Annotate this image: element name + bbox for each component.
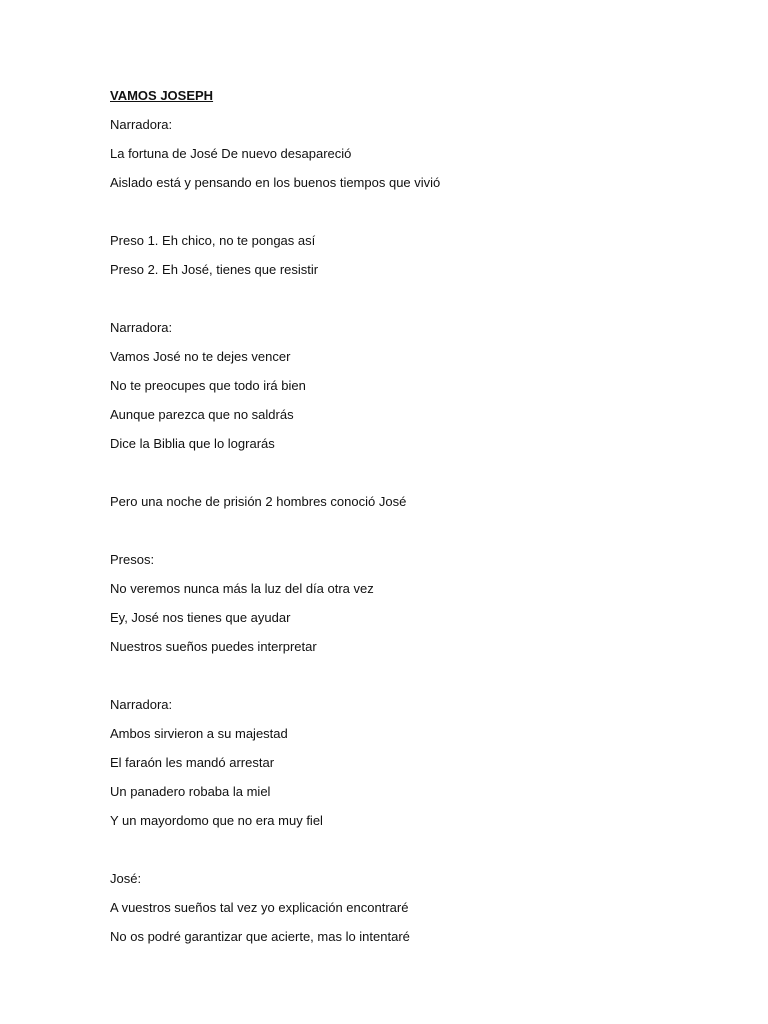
lyrics-body xyxy=(110,117,710,945)
stanza xyxy=(110,494,710,510)
lyric-line: No veremos nunca más la luz del día otra vez xyxy=(110,581,374,596)
lyric-line: El faraón les mandó arrestar xyxy=(110,755,275,770)
stanza xyxy=(110,233,710,278)
lyric-line: Aislado está y pensando en los buenos tiempos que vivió xyxy=(110,175,441,190)
stanza-gap xyxy=(110,668,710,697)
stanza xyxy=(110,117,710,191)
lyric-line: Un panadero robaba la miel xyxy=(110,784,271,799)
stanza xyxy=(110,871,710,945)
lyric-line: Preso 1. Eh chico, no te pongas así xyxy=(110,233,316,248)
lyric-line: Narradora: xyxy=(110,320,173,335)
stanza-gap xyxy=(110,842,710,871)
stanza xyxy=(110,552,710,655)
stanza-gap xyxy=(110,465,710,494)
lyric-line: Ambos sirvieron a su majestad xyxy=(110,726,288,741)
lyric-line: No te preocupes que todo irá bien xyxy=(110,378,306,393)
lyric-line: A vuestros sueños tal vez yo explicación encontraré xyxy=(110,900,409,915)
lyric-line: Dice la Biblia que lo lograrás xyxy=(110,436,275,451)
lyric-line: La fortuna de José De nuevo desapareció xyxy=(110,146,352,161)
stanza-gap xyxy=(110,291,710,320)
lyric-line: Y un mayordomo que no era muy fiel xyxy=(110,813,323,828)
stanza xyxy=(110,697,710,829)
lyric-line: Aunque parezca que no saldrás xyxy=(110,407,294,422)
document-page xyxy=(110,88,710,958)
lyric-line: Narradora: xyxy=(110,117,173,132)
stanza xyxy=(110,320,710,452)
lyric-line: Ey, José nos tienes que ayudar xyxy=(110,610,291,625)
lyric-line: Narradora: xyxy=(110,697,173,712)
lyric-line: Preso 2. Eh José, tienes que resistir xyxy=(110,262,319,277)
document-title: VAMOS JOSEPH xyxy=(110,88,214,103)
lyric-line: Presos: xyxy=(110,552,155,567)
lyric-line: Vamos José no te dejes vencer xyxy=(110,349,291,364)
lyric-line: No os podré garantizar que acierte, mas lo intentaré xyxy=(110,929,410,944)
stanza-gap xyxy=(110,523,710,552)
stanza-gap xyxy=(110,204,710,233)
lyric-line: José: xyxy=(110,871,142,886)
lyric-line: Pero una noche de prisión 2 hombres conoció José xyxy=(110,494,407,509)
lyric-line: Nuestros sueños puedes interpretar xyxy=(110,639,317,654)
